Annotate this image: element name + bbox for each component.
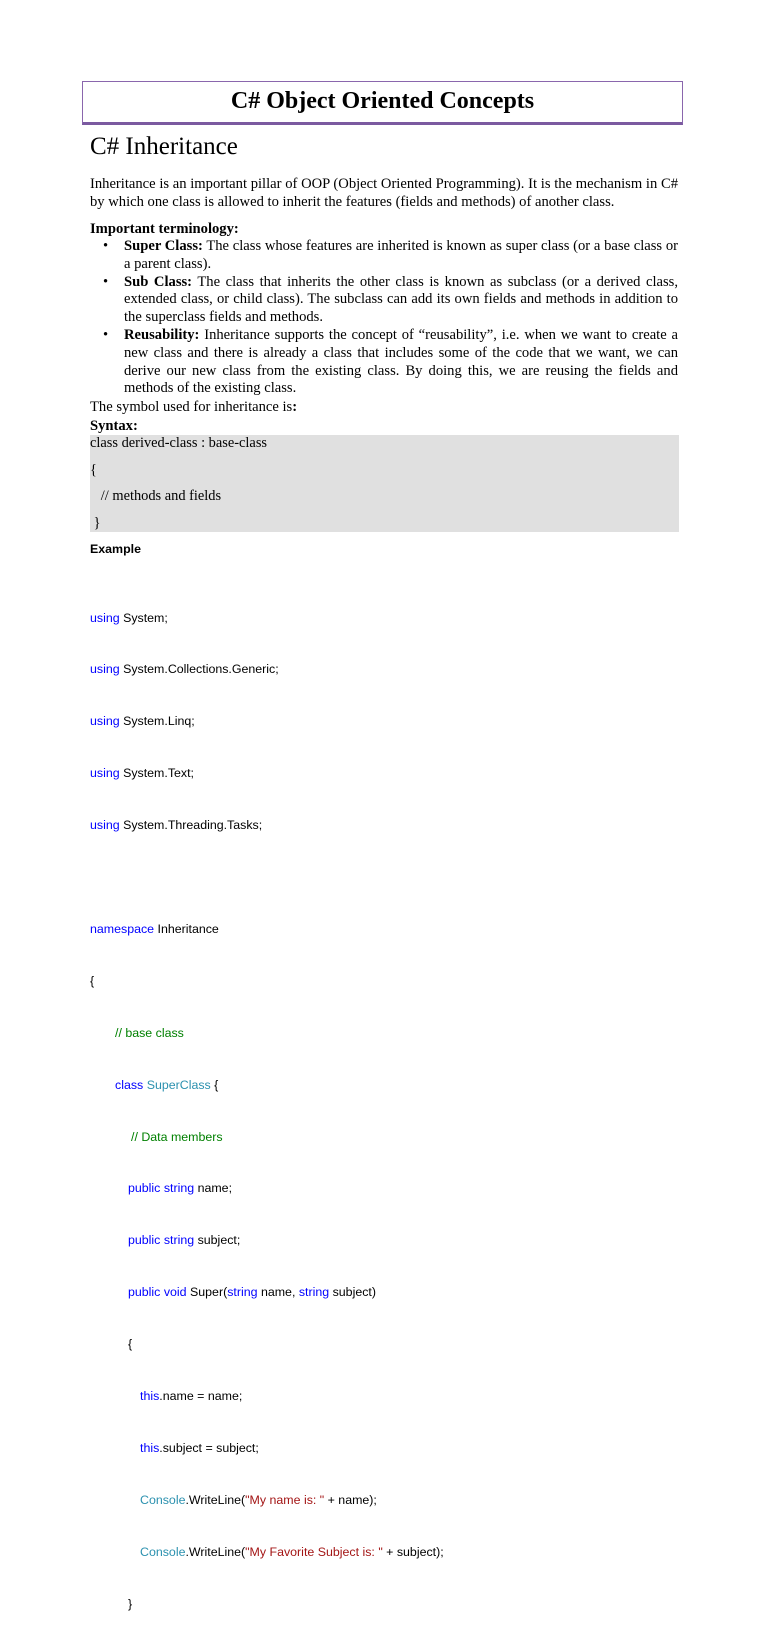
terminology-list [90,238,678,398]
list-item [90,274,678,327]
syntax-line: } [90,515,101,531]
string-literal: "My Favorite Subject is: " [245,1544,383,1559]
code-line [90,661,444,678]
method-call: .WriteLine( [185,1492,246,1507]
parameter: name, [257,1285,299,1300]
type-console: Console [140,1544,186,1559]
intro-paragraph: Inheritance is an important pillar of OOP (Object Oriented Programming). It is the mechanism in C# by which one class is allowed to inherit the features (fields and methods) of another class. [90,176,678,210]
syntax-line: { [90,462,97,478]
keyword-using: using [90,766,120,781]
code-line [90,1180,444,1197]
type-console: Console [140,1492,186,1507]
using-namespace: System.Linq; [119,714,195,729]
code-line [90,1336,444,1353]
document-title: C# Object Oriented Concepts [230,88,535,114]
keyword-this: this [140,1440,160,1455]
keyword-public: public [128,1181,161,1196]
syntax-line: // methods and fields [90,488,222,504]
keyword-string: string [298,1285,330,1300]
keyword-using: using [90,714,120,729]
list-item [90,238,678,274]
keyword-using: using [90,610,120,625]
keyword-class: class [115,1077,144,1092]
bullet-icon: • [103,326,109,343]
syntax-line: class derived-class : base-class [90,435,268,451]
string-literal: "My name is: " [245,1492,325,1507]
brace: } [128,1596,133,1611]
parameter: subject) [329,1285,376,1300]
code-comment: // base class [115,1025,184,1040]
code-line [90,1284,444,1301]
keyword-namespace: namespace [90,921,155,936]
symbol-sentence [90,399,678,417]
code-comment: // Data members [131,1129,223,1144]
symbol-colon: : [292,399,298,415]
term-description: Inheritance supports the concept of “reusability”, i.e. when we want to create a new class and there is already a class that includes some of the code that we want, we can derive our new class from the existing class. By doing this, we are reusing the fields and methods of the existing class. [124,326,678,397]
expression: + subject); [382,1544,444,1559]
using-namespace: System.Text; [119,766,194,781]
keyword-using: using [90,818,120,833]
method-name: Super( [186,1285,228,1300]
term-label: Super Class: [124,238,203,254]
field-declaration: subject; [194,1233,241,1248]
using-namespace: System.Collections.Generic; [119,662,279,677]
code-line [90,921,444,938]
code-line [90,1492,444,1509]
class-name: SuperClass [146,1077,211,1092]
code-line [90,765,444,782]
keyword-public: public [128,1233,161,1248]
field-declaration: name; [194,1181,233,1196]
code-line [90,1596,444,1613]
keyword-string: string [227,1285,258,1300]
bullet-icon: • [103,273,109,290]
code-line [90,1440,444,1457]
code-line [90,1077,444,1094]
code-line [90,817,444,834]
keyword-void: void [163,1285,187,1300]
title-box [82,81,683,125]
using-namespace: System.Threading.Tasks; [119,818,263,833]
keyword-string: string [163,1181,195,1196]
syntax-label: Syntax: [90,418,138,434]
assignment: .name = name; [159,1388,243,1403]
brace: { [128,1337,133,1352]
code-line [90,1025,444,1042]
term-label: Sub Class: [124,273,193,290]
term-description: The class whose features are inherited is known as super class (or a base class or a parent class). [124,238,678,272]
code-line [90,1232,444,1249]
method-call: .WriteLine( [185,1544,246,1559]
brace: { [210,1077,219,1092]
using-namespace: System; [119,610,168,625]
terminology-heading: Important terminology: [90,221,239,237]
keyword-this: this [140,1388,160,1403]
code-block [90,575,444,1630]
code-line [90,1388,444,1405]
keyword-public: public [128,1285,161,1300]
code-line-blank [90,869,444,886]
expression: + name); [324,1492,377,1507]
keyword-using: using [90,662,120,677]
term-description: The class that inherits the other class is known as subclass (or a derived class, extended class, or child class). The subclass can add its own fields and methods in addition to the superclass fields and methods. [124,273,678,326]
code-line [90,1544,444,1561]
keyword-string: string [163,1233,195,1248]
bullet-icon: • [103,238,109,254]
example-label: Example [90,542,141,556]
namespace-name: Inheritance [154,921,219,936]
brace: { [90,973,95,988]
list-item [90,327,678,398]
assignment: .subject = subject; [159,1440,259,1455]
code-line [90,1129,444,1146]
code-line [90,973,444,990]
code-line [90,713,444,730]
section-heading: C# Inheritance [90,133,238,160]
code-line [90,610,444,627]
symbol-text: The symbol used for inheritance is [90,399,293,415]
syntax-box [90,435,679,532]
term-label: Reusability: [124,326,200,343]
